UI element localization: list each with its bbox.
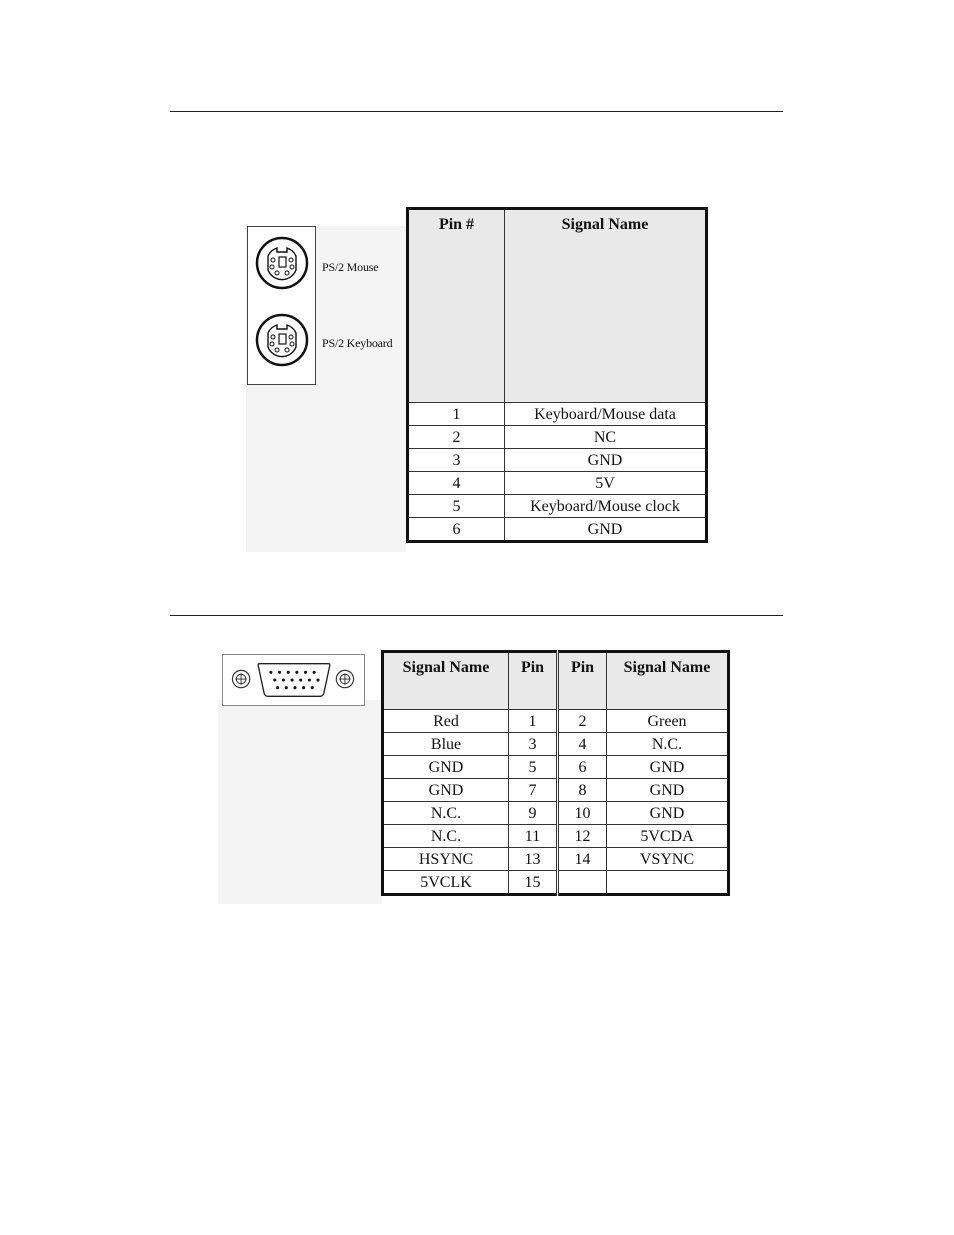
ps2-signal: Keyboard/Mouse clock (505, 495, 707, 518)
vga-pin-left: 7 (509, 779, 558, 802)
table-row (383, 779, 729, 802)
table-row (383, 848, 729, 871)
table-row (408, 472, 707, 495)
ps2-connector-panel (247, 226, 316, 385)
ps2-header-pin: Pin # (408, 209, 505, 403)
vga-pin-left: 5 (509, 756, 558, 779)
ps2-pin-table (406, 207, 708, 543)
ps2-table-header-row (408, 209, 707, 403)
vga-header-signal-left: Signal Name (383, 652, 509, 710)
vga-signal-right (607, 871, 729, 895)
vga-signal-left: HSYNC (383, 848, 509, 871)
vga-pin-right: 12 (558, 825, 607, 848)
table-row (408, 495, 707, 518)
vga-pin-right: 10 (558, 802, 607, 825)
ps2-signal: 5V (505, 472, 707, 495)
ps2-pin: 1 (408, 403, 505, 426)
table-row (383, 871, 729, 895)
table-row (383, 825, 729, 848)
vga-header-signal-right: Signal Name (607, 652, 729, 710)
vga-signal-right: Green (607, 710, 729, 733)
table-row (408, 518, 707, 542)
ps2-pin: 6 (408, 518, 505, 542)
vga-pin-table (381, 650, 730, 896)
vga-signal-right: N.C. (607, 733, 729, 756)
table-row (383, 756, 729, 779)
ps2-signal: NC (505, 426, 707, 449)
vga-pin-left: 1 (509, 710, 558, 733)
vga-signal-right: VSYNC (607, 848, 729, 871)
ps2-signal: GND (505, 449, 707, 472)
vga-pin-left: 3 (509, 733, 558, 756)
vga-signal-left: Red (383, 710, 509, 733)
ps2-signal: Keyboard/Mouse data (505, 403, 707, 426)
table-row (383, 733, 729, 756)
vga-signal-right: GND (607, 802, 729, 825)
vga-signal-left: GND (383, 756, 509, 779)
ps2-pin: 3 (408, 449, 505, 472)
vga-header-pin-left: Pin (509, 652, 558, 710)
vga-pin-left: 13 (509, 848, 558, 871)
vga-pin-right: 4 (558, 733, 607, 756)
ps2-keyboard-port-icon (255, 313, 309, 367)
vga-pin-right: 14 (558, 848, 607, 871)
top-divider (170, 111, 783, 112)
ps2-mouse-label: PS/2 Mouse (322, 260, 379, 274)
ps2-pin: 2 (408, 426, 505, 449)
vga-pin-right (558, 871, 607, 895)
vga-connector-panel (222, 654, 365, 706)
vga-signal-right: GND (607, 756, 729, 779)
ps2-mouse-port-icon (255, 236, 309, 290)
vga-illustration-background (218, 700, 382, 904)
ps2-header-signal: Signal Name (505, 209, 707, 403)
vga-pin-left: 15 (509, 871, 558, 895)
vga-header-pin-right: Pin (558, 652, 607, 710)
table-row (408, 426, 707, 449)
vga-table-header-row (383, 652, 729, 710)
vga-port-icon (223, 655, 364, 705)
vga-pin-right: 6 (558, 756, 607, 779)
ps2-pin: 5 (408, 495, 505, 518)
table-row (383, 710, 729, 733)
vga-signal-right: GND (607, 779, 729, 802)
table-row (408, 403, 707, 426)
ps2-pin: 4 (408, 472, 505, 495)
vga-pin-right: 2 (558, 710, 607, 733)
vga-pin-right: 8 (558, 779, 607, 802)
vga-signal-left: 5VCLK (383, 871, 509, 895)
vga-signal-left: N.C. (383, 802, 509, 825)
vga-signal-right: 5VCDA (607, 825, 729, 848)
vga-pin-left: 9 (509, 802, 558, 825)
vga-signal-left: N.C. (383, 825, 509, 848)
table-row (383, 802, 729, 825)
vga-signal-left: GND (383, 779, 509, 802)
middle-divider (170, 615, 783, 616)
vga-signal-left: Blue (383, 733, 509, 756)
ps2-signal: GND (505, 518, 707, 542)
vga-pin-left: 11 (509, 825, 558, 848)
ps2-keyboard-label: PS/2 Keyboard (322, 336, 393, 350)
table-row (408, 449, 707, 472)
